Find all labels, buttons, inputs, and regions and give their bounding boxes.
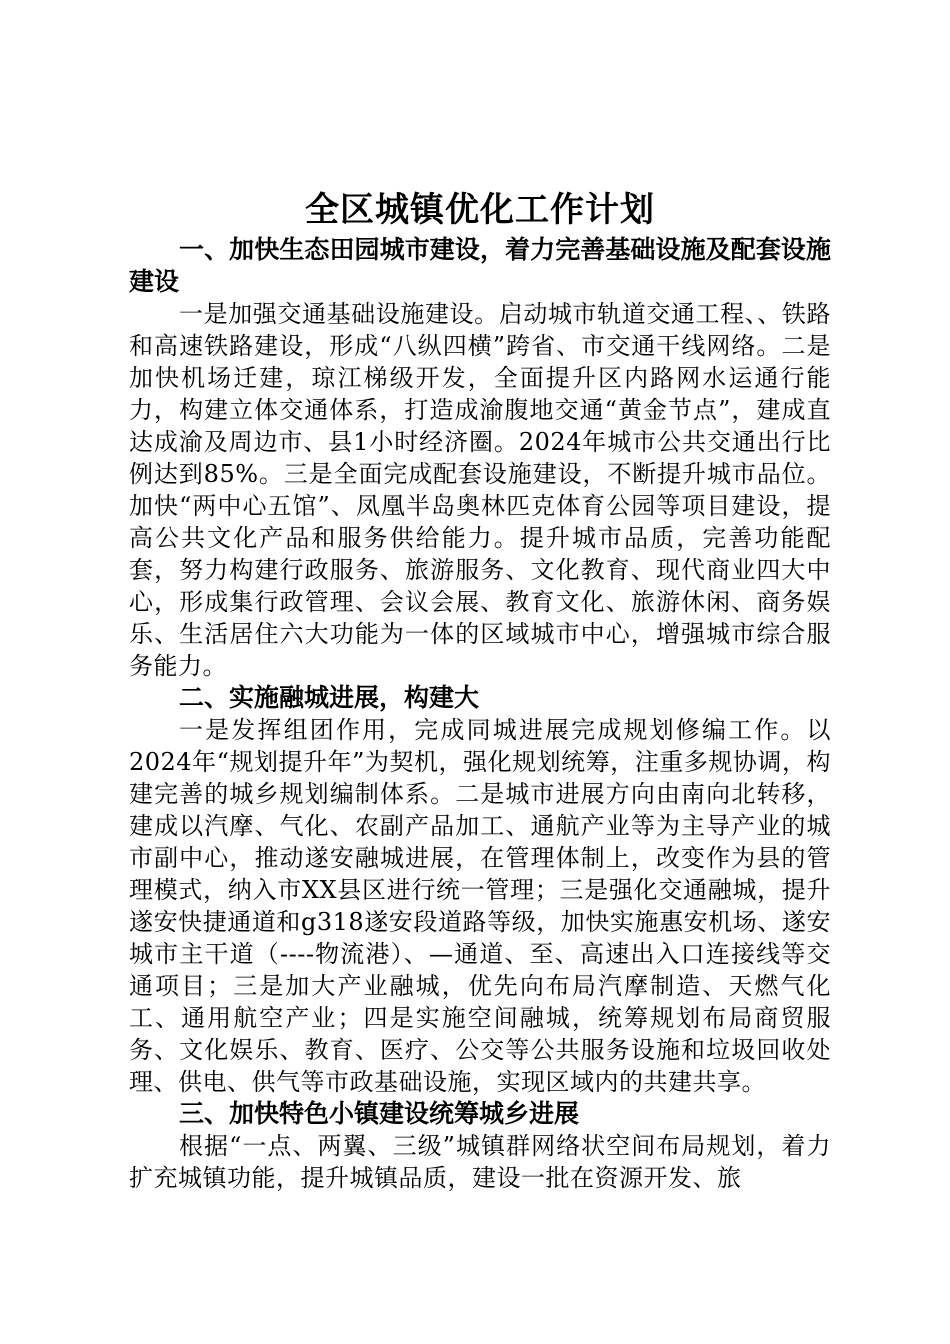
section-heading-1: 一、加快生态田园城市建设，着力完善基础设施及配套设施建设 [129, 235, 831, 296]
section-body-3: 根据“一点、两翼、三级”城镇群网络状空间布局规划，着力扩充城镇功能，提升城镇品质，建设一批在资源开发、旅 [129, 1132, 831, 1192]
section-heading-3: 三、加快特色小镇建设统筹城乡进展 [179, 1099, 580, 1128]
section-body-2: 一是发挥组团作用，完成同城进展完成规划修编工作。以2024年“规划提升年”为契机，强化规划统筹，注重多规协调，构建完善的城乡规划编制体系。二是城市进展方向由南向北转移，建成以汽摩、气化、农副产品加工、通航产业等为主导产业的城市副中心，推动遂安融城进展，在管理体制上，改变作为县的管理模式，纳入市XX县区进行统一管理；三是强化交通融城，提升遂安快捷通道和g318遂安段道路等级，加快实施惠安机场、遂安城市主干道（----物流港）、—通道、至、高速出入口连接线等交通项目；三是加大产业融城，优先向布局汽摩制造、天燃气化工、通用航空产业；四是实施空间融城，统筹规划布局商贸服务、文化娱乐、教育、医疗、公交等公共服务设施和垃圾回收处理、供电、供气等市政基础设施，实现区域内的共建共享。 [129, 716, 831, 1096]
section-heading-2: 二、实施融城进展，构建大 [179, 683, 480, 712]
document-content [129, 188, 831, 1194]
section-body-1: 一是加强交通基础设施建设。启动城市轨道交通工程、、铁路和高速铁路建设，形成“八纵四横”跨省、市交通干线网络。二是加快机场迁建，琼江梯级开发，全面提升区内路网水运通行能力，构建立体交通体系，打造成渝腹地交通“黄金节点”，建成直达成渝及周边市、县1小时经济圈。2024年城市公共交通出行比例达到85%。三是全面完成配套设施建设，不断提升城市品位。加快“两中心五馆”、凤凰半岛奥林匹克体育公园等项目建设，提高公共文化产品和服务供给能力。提升城市品质，完善功能配套，努力构建行政服务、旅游服务、文化教育、现代商业四大中心，形成集行政管理、会议会展、教育文化、旅游休闲、商务娱乐、生活居住六大功能为一体的区域城市中心，增强城市综合服务能力。 [129, 300, 831, 680]
document-title: 全区城镇优化工作计划 [305, 190, 655, 230]
